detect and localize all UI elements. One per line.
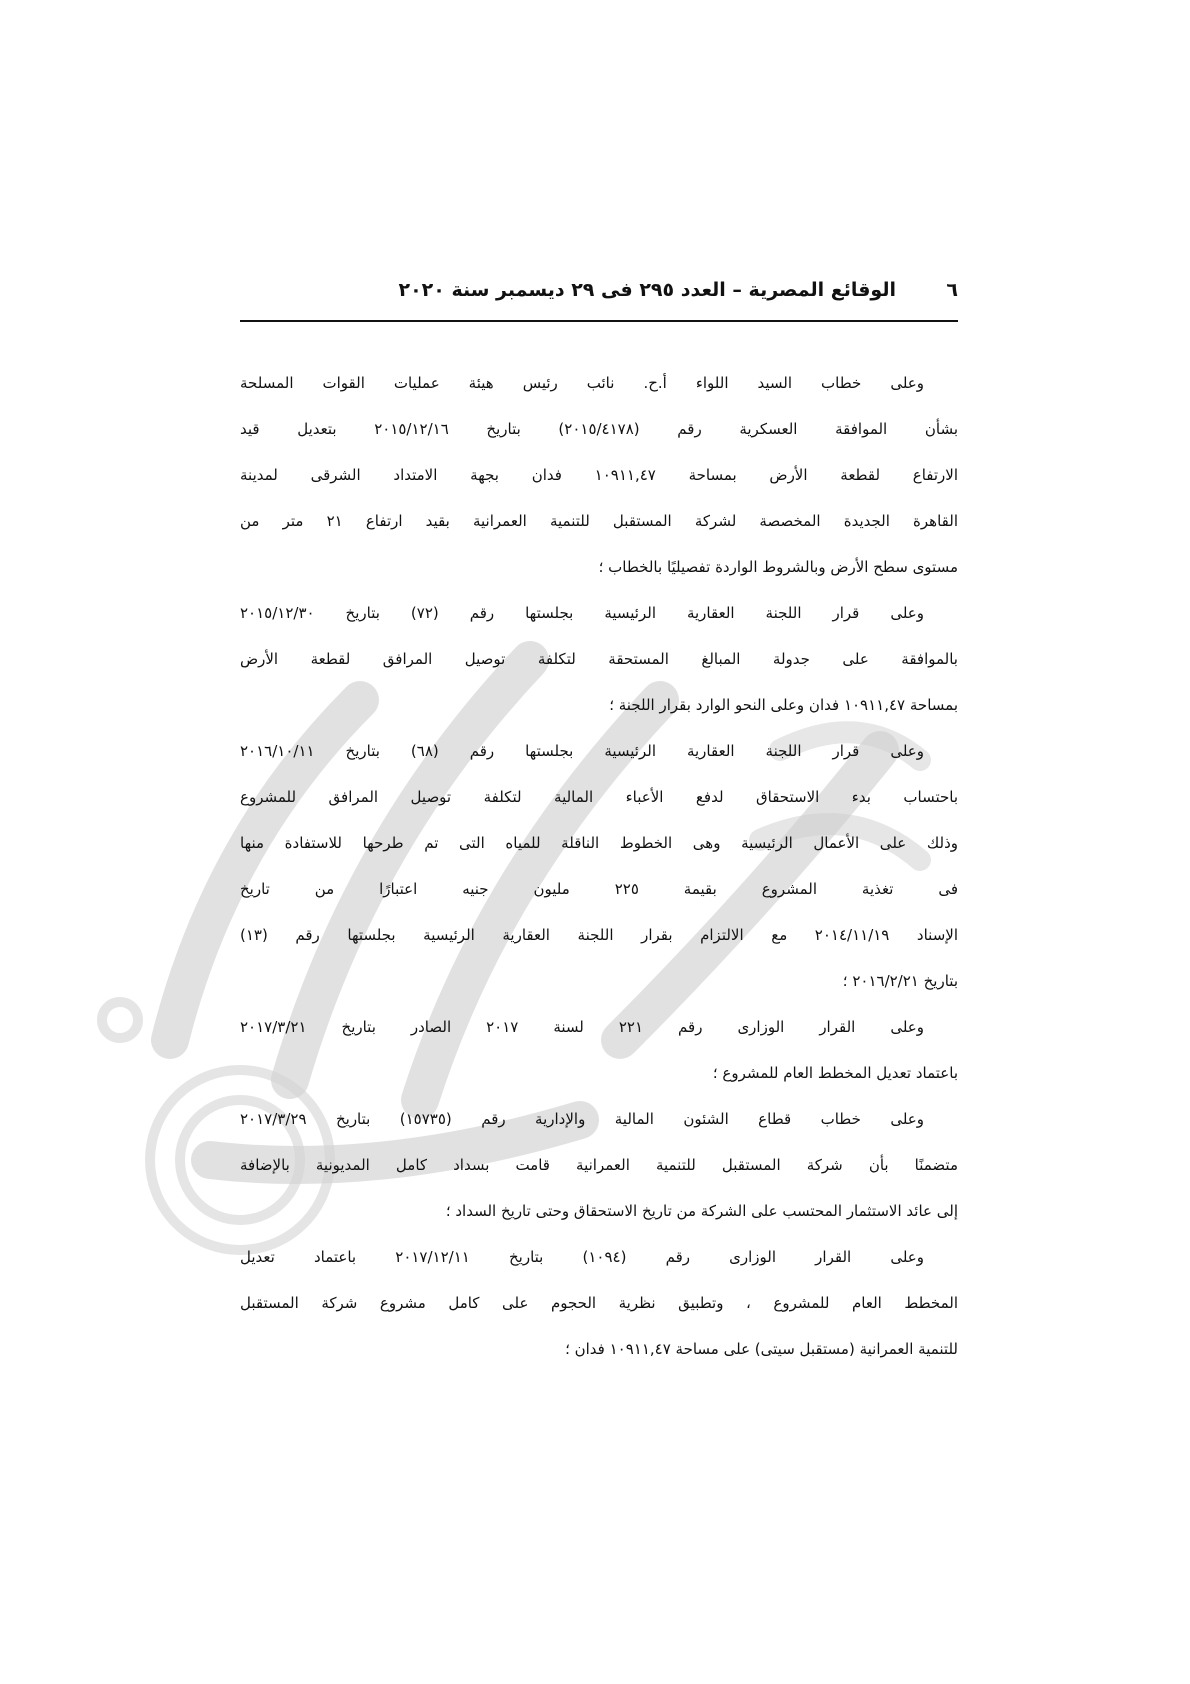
header-divider (240, 320, 958, 322)
paragraph-ministerial-decree-1094 (240, 1234, 958, 1372)
paragraph-committee-decision-68 (240, 728, 958, 1004)
text-line: القاهرة الجديدة المخصصة لشركة المستقبل للتنمية العمرانية بقيد ارتفاع ٢١ متر من (240, 512, 958, 530)
text-line: فى تغذية المشروع بقيمة ٢٢٥ مليون جنيه اعتبارًا من تاريخ (240, 880, 959, 898)
paragraph-committee-decision-72 (240, 590, 958, 728)
page-header (240, 276, 958, 304)
text-line: وعلى قرار اللجنة العقارية الرئيسية بجلستها رقم (٦٨) بتاريخ ٢٠١٦/١٠/١١ (240, 742, 924, 760)
text-line: وعلى خطاب قطاع الشئون المالية والإدارية رقم (١٥٧٣٥) بتاريخ ٢٠١٧/٣/٢٩ (240, 1110, 924, 1128)
gazette-issue-title: الوقائع المصرية – العدد ٢٩٥ فى ٢٩ ديسمبر سنة ٢٠٢٠ (398, 279, 896, 301)
paragraph-ministerial-decree-221 (240, 1004, 958, 1096)
text-line: للتنمية العمرانية (مستقبل سيتى) على مساحة ١٠٩١١,٤٧ فدان ؛ (565, 1340, 958, 1358)
text-line: باعتماد تعديل المخطط العام للمشروع ؛ (712, 1064, 958, 1082)
text-line: بمساحة ١٠٩١١,٤٧ فدان وعلى النحو الوارد بقرار اللجنة ؛ (609, 696, 958, 714)
text-line: وعلى خطاب السيد اللواء أ.ح. نائب رئيس هيئة عمليات القوات المسلحة (240, 374, 924, 392)
text-line: وذلك على الأعمال الرئيسية وهى الخطوط الناقلة للمياه التى تم طرحها للاستفادة منها (240, 834, 958, 852)
document-body (240, 360, 958, 1372)
text-line: بالموافقة على جدولة المبالغ المستحقة لتكلفة توصيل المرافق لقطعة الأرض (240, 650, 958, 668)
text-line: باحتساب بدء الاستحقاق لدفع الأعباء المالية لتكلفة توصيل المرافق للمشروع (240, 788, 958, 806)
page-number: ٦ (946, 279, 958, 301)
paragraph-military-approval (240, 360, 958, 590)
text-line: بتاريخ ٢٠١٦/٢/٢١ ؛ (842, 972, 958, 990)
text-line: وعلى قرار اللجنة العقارية الرئيسية بجلستها رقم (٧٢) بتاريخ ٢٠١٥/١٢/٣٠ (240, 604, 924, 622)
text-line: وعلى القرار الوزارى رقم ٢٢١ لسنة ٢٠١٧ الصادر بتاريخ ٢٠١٧/٣/٢١ (240, 1018, 924, 1036)
text-line: وعلى القرار الوزارى رقم (١٠٩٤) بتاريخ ٢٠١٧/١٢/١١ باعتماد تعديل (240, 1248, 924, 1266)
text-line: إلى عائد الاستثمار المحتسب على الشركة من تاريخ الاستحقاق وحتى تاريخ السداد ؛ (445, 1202, 958, 1220)
text-line: مستوى سطح الأرض وبالشروط الواردة تفصيليًا بالخطاب ؛ (598, 558, 958, 576)
text-line: بشأن الموافقة العسكرية رقم (٢٠١٥/٤١٧٨) بتاريخ ٢٠١٥/١٢/١٦ بتعديل قيد (240, 420, 959, 438)
paragraph-financial-sector-letter (240, 1096, 958, 1234)
text-line: الارتفاع لقطعة الأرض بمساحة ١٠٩١١,٤٧ فدان بجهة الامتداد الشرقى لمدينة (240, 466, 959, 484)
text-line: متضمنًا بأن شركة المستقبل للتنمية العمرانية قامت بسداد كامل المديونية بالإضافة (240, 1156, 958, 1174)
text-line: الإسناد ٢٠١٤/١١/١٩ مع الالتزام بقرار اللجنة العقارية الرئيسية بجلستها رقم (١٣) (240, 926, 958, 944)
text-line: المخطط العام للمشروع ، وتطبيق نظرية الحجوم على كامل مشروع شركة المستقبل (240, 1294, 958, 1312)
